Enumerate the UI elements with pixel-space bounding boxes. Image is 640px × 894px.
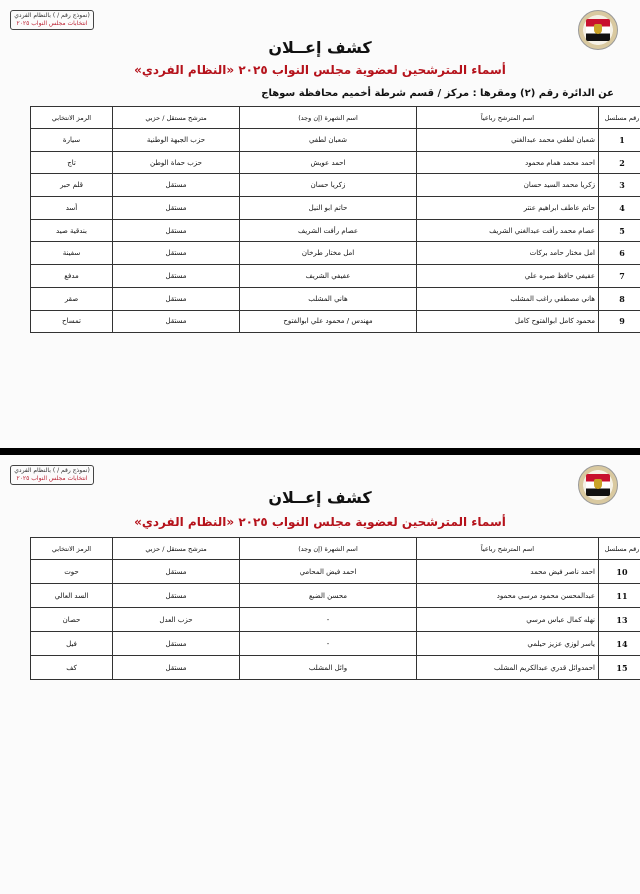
cell-type: مستقل bbox=[113, 265, 240, 288]
col-symbol-header: الرمز الانتخابي bbox=[31, 538, 113, 560]
col-name-header: اسم المترشح رباعياً bbox=[417, 538, 599, 560]
stamp-line-1: (نموذج رقم / ) بالنظام الفردي bbox=[14, 467, 90, 474]
cell-symbol: مدفع bbox=[31, 265, 113, 288]
table-row bbox=[31, 174, 640, 197]
table-row bbox=[31, 242, 640, 265]
cell-name: احمد ناصر فيض محمد bbox=[417, 560, 599, 584]
table-row bbox=[31, 151, 640, 174]
table-row bbox=[31, 632, 640, 656]
cell-fame: زكريا حسان bbox=[240, 174, 417, 197]
cell-num: 8 bbox=[599, 287, 640, 310]
page-subtitle: أسماء المترشحين لعضوية مجلس النواب ٢٠٢٥ «النظام الفردي» bbox=[134, 515, 506, 529]
cell-symbol: سيارة bbox=[31, 129, 113, 152]
stamp-line-1: (نموذج رقم / ) بالنظام الفردي bbox=[14, 12, 90, 19]
cell-fame: حاتم ابو النيل bbox=[240, 197, 417, 220]
cell-symbol: صقر bbox=[31, 287, 113, 310]
cell-fame: شعبان لطفي bbox=[240, 129, 417, 152]
cell-symbol: سفينة bbox=[31, 242, 113, 265]
cell-num: 1 bbox=[599, 129, 640, 152]
stamp-line-2: انتخابات مجلس النواب ٢٠٢٥ bbox=[16, 20, 88, 27]
cell-type: مستقل bbox=[113, 310, 240, 333]
cell-fame: - bbox=[240, 632, 417, 656]
col-num-header: رقم مسلسل bbox=[599, 538, 640, 560]
cell-type: حزب حماة الوطن bbox=[113, 151, 240, 174]
cell-name: حاتم عاطف ابراهيم عنتر bbox=[417, 197, 599, 220]
cell-num: 13 bbox=[599, 608, 640, 632]
cell-fame: احمد فيض المحامي bbox=[240, 560, 417, 584]
cell-symbol: السد العالي bbox=[31, 584, 113, 608]
cell-name: محمود كامل ابوالفتوح كامل bbox=[417, 310, 599, 333]
page-subtitle: أسماء المترشحين لعضوية مجلس النواب ٢٠٢٥ «النظام الفردي» bbox=[134, 63, 506, 77]
col-num-header: رقم مسلسل bbox=[599, 107, 640, 129]
table-row bbox=[31, 287, 640, 310]
cell-fame: امل مختار طرخان bbox=[240, 242, 417, 265]
table-row bbox=[31, 197, 640, 220]
cell-type: مستقل bbox=[113, 584, 240, 608]
cell-num: 11 bbox=[599, 584, 640, 608]
cell-symbol: فيل bbox=[31, 632, 113, 656]
cell-type: مستقل bbox=[113, 242, 240, 265]
cell-num: 6 bbox=[599, 242, 640, 265]
table-row bbox=[31, 219, 640, 242]
table-row bbox=[31, 129, 640, 152]
table-header-row bbox=[31, 107, 640, 129]
col-fame-header: اسم الشهرة (إن وجد) bbox=[240, 538, 417, 560]
col-type-header: مترشح مستقل / حزبي bbox=[113, 538, 240, 560]
page-title: كشف إعــلان bbox=[268, 488, 372, 507]
district-line: عن الدائرة رقم (٢) ومقرها : مركز / قسم شرطة أخميم محافظة سوهاج bbox=[261, 88, 614, 99]
cell-name: عفيفي حافظ صبره علي bbox=[417, 265, 599, 288]
cell-num: 2 bbox=[599, 151, 640, 174]
col-type-header: مترشح مستقل / حزبي bbox=[113, 107, 240, 129]
cell-name: زكريا محمد السيد حسان bbox=[417, 174, 599, 197]
cell-name: احمد محمد همام محمود bbox=[417, 151, 599, 174]
candidates-table bbox=[30, 106, 640, 333]
cell-fame: عصام رأفت الشريف bbox=[240, 219, 417, 242]
col-fame-header: اسم الشهرة (إن وجد) bbox=[240, 107, 417, 129]
page-title: كشف إعــلان bbox=[268, 38, 372, 57]
cell-name: احمدوائل قدري عبدالكريم المشلب bbox=[417, 656, 599, 680]
cell-fame: مهندس / محمود علي ابوالفتوح bbox=[240, 310, 417, 333]
cell-fame: هاني المشلب bbox=[240, 287, 417, 310]
cell-name: نهله كمال عباس مرسي bbox=[417, 608, 599, 632]
table-row bbox=[31, 310, 640, 333]
cell-symbol: كف bbox=[31, 656, 113, 680]
cell-type: حزب العدل bbox=[113, 608, 240, 632]
cell-num: 7 bbox=[599, 265, 640, 288]
cell-symbol: بندقية صيد bbox=[31, 219, 113, 242]
col-name-header: اسم المترشح رباعياً bbox=[417, 107, 599, 129]
cell-symbol: حصان bbox=[31, 608, 113, 632]
cell-type: مستقل bbox=[113, 197, 240, 220]
form-stamp bbox=[10, 10, 94, 30]
cell-fame: احمد عويش bbox=[240, 151, 417, 174]
table-row bbox=[31, 560, 640, 584]
candidates-table bbox=[30, 537, 640, 680]
cell-type: حزب الجبهة الوطنية bbox=[113, 129, 240, 152]
cell-name: شعبان لطفي محمد عبدالغني bbox=[417, 129, 599, 152]
cell-symbol: تمساح bbox=[31, 310, 113, 333]
stamp-line-2: انتخابات مجلس النواب ٢٠٢٥ bbox=[16, 475, 88, 482]
table-row bbox=[31, 584, 640, 608]
cell-fame: عفيفي الشريف bbox=[240, 265, 417, 288]
cell-fame: - bbox=[240, 608, 417, 632]
table-row bbox=[31, 265, 640, 288]
table-header-row bbox=[31, 538, 640, 560]
cell-symbol: أسد bbox=[31, 197, 113, 220]
table-row bbox=[31, 608, 640, 632]
table-row bbox=[31, 656, 640, 680]
cell-num: 9 bbox=[599, 310, 640, 333]
cell-name: هاني مصطفي راغب المشلب bbox=[417, 287, 599, 310]
cell-fame: محسن الضبع bbox=[240, 584, 417, 608]
cell-fame: وائل المشلب bbox=[240, 656, 417, 680]
cell-num: 14 bbox=[599, 632, 640, 656]
cell-num: 10 bbox=[599, 560, 640, 584]
cell-name: عصام محمد رأفت عبدالغني الشريف bbox=[417, 219, 599, 242]
document-page-2 bbox=[0, 455, 640, 894]
cell-type: مستقل bbox=[113, 174, 240, 197]
cell-type: مستقل bbox=[113, 219, 240, 242]
cell-num: 5 bbox=[599, 219, 640, 242]
cell-num: 3 bbox=[599, 174, 640, 197]
cell-symbol: تاج bbox=[31, 151, 113, 174]
cell-num: 4 bbox=[599, 197, 640, 220]
cell-num: 15 bbox=[599, 656, 640, 680]
cell-symbol: قلم حبر bbox=[31, 174, 113, 197]
cell-name: عبدالمحسن محمود مرسي محمود bbox=[417, 584, 599, 608]
cell-name: ياسر لوزي عزيز حيلمي bbox=[417, 632, 599, 656]
cell-symbol: حوت bbox=[31, 560, 113, 584]
cell-type: مستقل bbox=[113, 632, 240, 656]
cell-type: مستقل bbox=[113, 287, 240, 310]
col-symbol-header: الرمز الانتخابي bbox=[31, 107, 113, 129]
cell-name: امل مختار حامد بركات bbox=[417, 242, 599, 265]
cell-type: مستقل bbox=[113, 560, 240, 584]
cell-type: مستقل bbox=[113, 656, 240, 680]
form-stamp bbox=[10, 465, 94, 485]
